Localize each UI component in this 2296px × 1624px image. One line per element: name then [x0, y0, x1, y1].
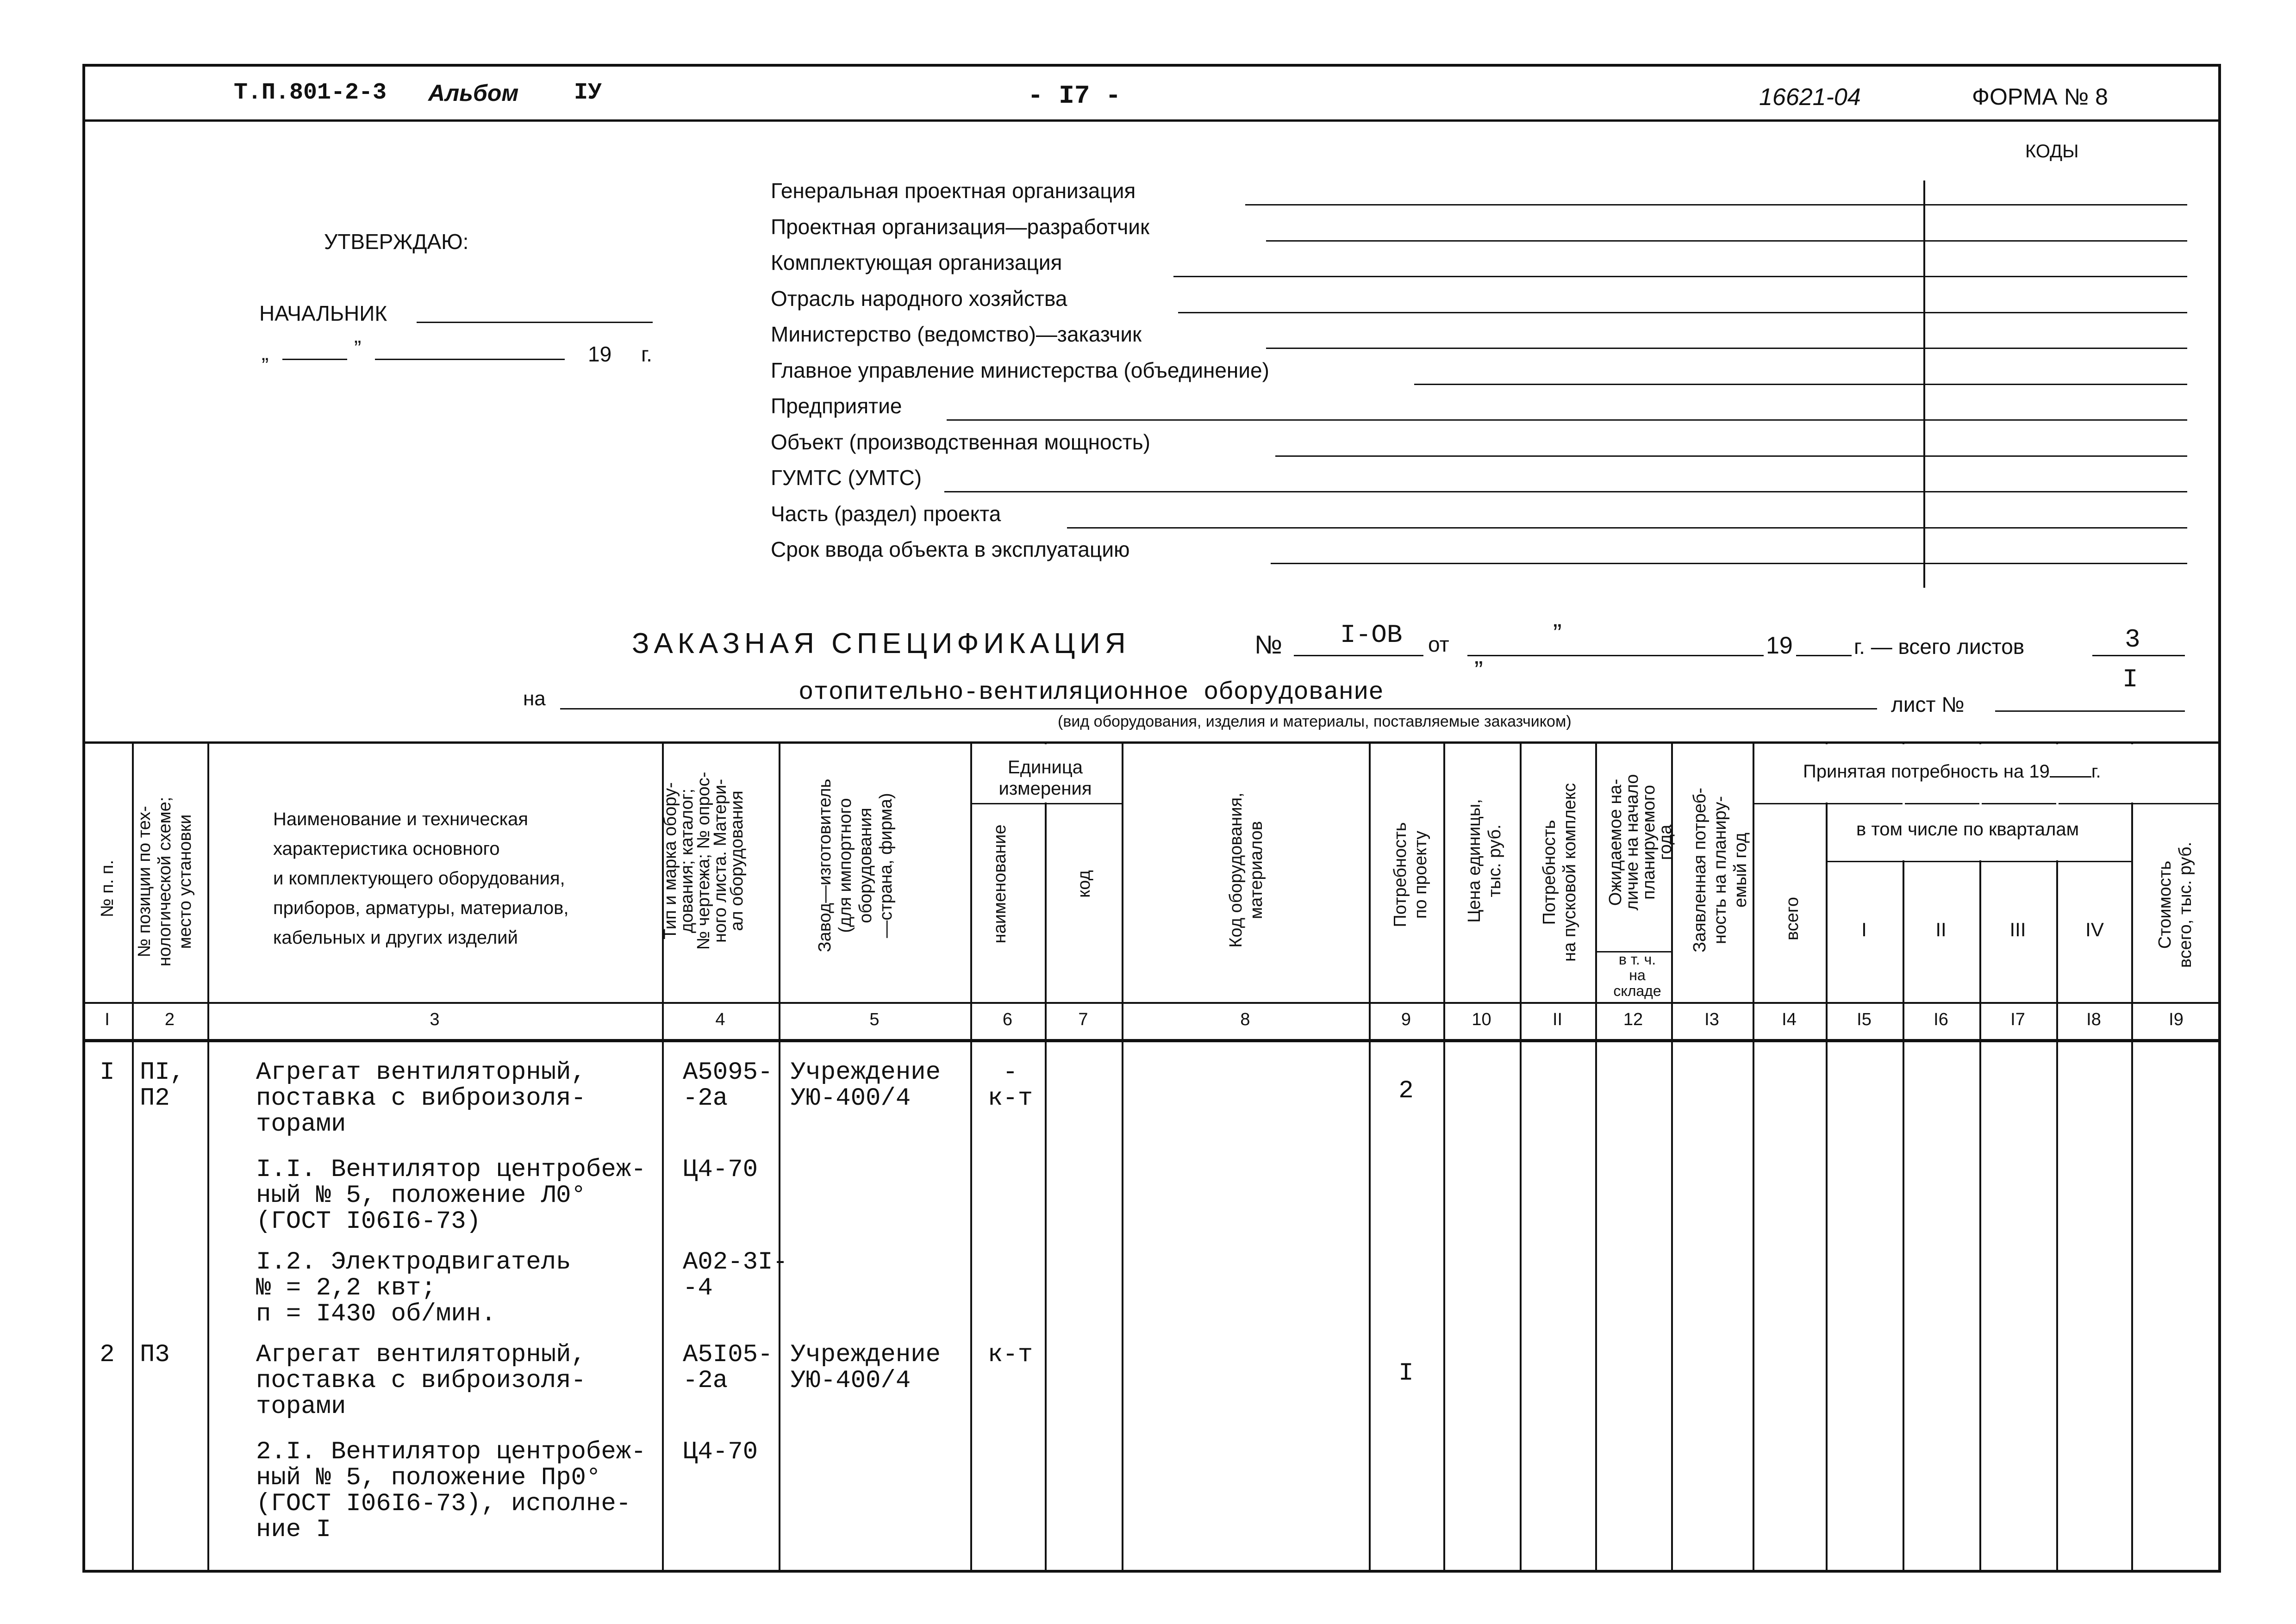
- org-field-label: ГУМТС (УМТС): [771, 466, 922, 490]
- col-9-header: Потребность по проекту: [1391, 822, 1430, 927]
- column-number: I6: [1934, 1010, 1948, 1029]
- col-8-header: Код оборудования, материалов: [1226, 792, 1266, 948]
- row-name: I.2. Электродвигатель № = 2,2 квт; п = I430 об/мин.: [256, 1248, 571, 1328]
- row-type: А5I05- -2а: [683, 1341, 773, 1395]
- spec-number-label: №: [1254, 630, 1283, 659]
- approval-year-suffix: г.: [641, 342, 652, 366]
- col-14-header: всего: [1783, 896, 1802, 941]
- col-2-header: № позиции по тех- нологической схеме; место установки: [135, 796, 195, 967]
- column-number: 4: [715, 1010, 725, 1029]
- org-field-line: [944, 491, 2187, 492]
- column-number: 9: [1401, 1010, 1411, 1029]
- column-number: I9: [2169, 1010, 2184, 1029]
- column-divider: [1122, 742, 1123, 1570]
- page-number: - I7 -: [1028, 81, 1121, 111]
- sheets-total: 3: [2125, 625, 2140, 654]
- column-divider: [132, 742, 134, 1570]
- row-name: Агрегат вентиляторный, поставка с виброизоля- торами: [256, 1058, 586, 1139]
- equipment-caption: (вид оборудования, изделия и материалы, поставляемые заказчиком): [1058, 713, 1572, 730]
- org-field-line: [1414, 384, 2187, 385]
- col-7-header: код: [1074, 870, 1094, 898]
- col-3-header-line: кабельных и других изделий: [273, 927, 518, 948]
- column-divider: [2131, 742, 2133, 1570]
- spec-on-label: на: [523, 687, 546, 710]
- quarter-header: IV: [2085, 919, 2104, 940]
- chief-label: НАЧАЛЬНИК: [259, 301, 387, 325]
- row-quantity: I: [1398, 1359, 1414, 1388]
- column-number: 10: [1472, 1010, 1491, 1029]
- row-number: I: [100, 1058, 115, 1087]
- inventory-number: 16621-04: [1759, 84, 1861, 111]
- col-3-header-line: приборов, арматуры, материалов,: [273, 898, 569, 918]
- column-divider: [1520, 742, 1522, 1570]
- column-divider: [1369, 742, 1371, 1570]
- column-number: I3: [1704, 1010, 1719, 1029]
- org-field-label: Проектная организация—разработчик: [771, 214, 1150, 239]
- spec-number: I-ОВ: [1340, 620, 1403, 650]
- col-6-header: наименование: [990, 824, 1010, 944]
- column-number: 3: [430, 1010, 440, 1029]
- col-3-header-line: Наименование и техническая: [273, 809, 528, 829]
- header-bottom-line: [82, 1002, 2221, 1004]
- row-maker: Учреждение УЮ-400/4: [791, 1341, 941, 1395]
- date-quote-close: ”: [354, 336, 362, 360]
- column-number: I4: [1782, 1010, 1797, 1029]
- column-divider: [1595, 742, 1597, 1570]
- spec-quote-close: ”: [1474, 655, 1483, 684]
- quarter-header: II: [1935, 919, 1947, 940]
- org-field-line: [1173, 276, 2187, 277]
- quarter-header: I: [1861, 919, 1867, 940]
- column-number: 6: [1002, 1010, 1013, 1029]
- approval-year: 19: [588, 342, 612, 366]
- row-type: А5095- -2а: [683, 1058, 773, 1113]
- numbers-bottom-line: [82, 1039, 2221, 1042]
- spec-from-label: от: [1428, 632, 1449, 656]
- column-number: I7: [2010, 1010, 2025, 1029]
- accepted-header: [1803, 761, 2101, 782]
- col-3-header-line: характеристика основного: [273, 839, 500, 859]
- col-5-header: Завод—изготовитель (для импортного оборудования —страна, фирма): [815, 778, 896, 952]
- org-field-line: [1178, 312, 2187, 313]
- org-field-line: [1271, 563, 2187, 564]
- col-13-header: Заявленная потреб- ность на планиру- емый год: [1690, 787, 1750, 953]
- unit-group-header: Единица измерения: [998, 757, 1092, 799]
- approve-label: УТВЕРЖДАЮ:: [324, 230, 469, 254]
- divider-mask: [2131, 744, 2134, 803]
- row-unit: - к-т: [987, 1058, 1033, 1113]
- row-name: Агрегат вентиляторный, поставка с виброизоля- торами: [256, 1341, 586, 1421]
- column-divider: [1443, 742, 1445, 1570]
- org-field-line: [1266, 240, 2187, 242]
- org-field-line: [1266, 348, 2187, 349]
- accepted-label: Принятая потребность на 19: [1803, 761, 2050, 782]
- column-number: II: [1552, 1010, 1563, 1029]
- spec-quote-open: ”: [1553, 618, 1562, 647]
- project-code: Т.П.801-2-3: [234, 80, 387, 106]
- spec-number-line: [1294, 655, 1423, 656]
- column-divider: [779, 742, 780, 1570]
- col-3-header: [273, 804, 667, 952]
- column-number: 12: [1623, 1010, 1643, 1029]
- column-number: 2: [164, 1010, 175, 1029]
- spec-year-label: 19: [1766, 632, 1793, 659]
- row-position: П3: [140, 1341, 170, 1369]
- row-type: Ц4-70: [683, 1156, 758, 1184]
- col-3-header-line: и комплектующего оборудования,: [273, 868, 565, 889]
- equipment-line: [560, 708, 1877, 709]
- org-field-line: [1245, 204, 2187, 205]
- row-type: А02-3I- -4: [683, 1248, 788, 1302]
- column-divider: [1753, 742, 1754, 1570]
- org-field-label: Срок ввода объекта в эксплуатацию: [771, 537, 1130, 561]
- accepted-suffix: г.: [2091, 761, 2101, 782]
- col-12-sub-header: в т. ч. на складе: [1613, 951, 1661, 999]
- quarters-header: в том числе по кварталам: [1856, 819, 2079, 840]
- org-field-label: Объект (производственная мощность): [771, 429, 1150, 454]
- org-field-label: Комплектующая организация: [771, 250, 1062, 274]
- column-number: 7: [1078, 1010, 1088, 1029]
- spec-year-suffix: г. — всего листов: [1854, 635, 2025, 659]
- sheets-total-line: [2092, 655, 2185, 656]
- row-unit: к-т: [987, 1341, 1033, 1369]
- row-name: 2.I. Вентилятор центробеж- ный № 5, положение Пр0° (ГОСТ I06I6-73), исполне- ние I: [256, 1438, 646, 1544]
- org-field-line: [1067, 527, 2187, 529]
- column-divider: [207, 742, 209, 1570]
- column-number: I: [105, 1010, 110, 1029]
- sheet-no: I: [2122, 665, 2138, 694]
- album-number: IУ: [574, 80, 602, 106]
- chief-line: [417, 322, 653, 323]
- column-divider: [970, 742, 972, 1570]
- column-number: 5: [869, 1010, 880, 1029]
- org-field-label: Главное управление министерства (объединение): [771, 358, 1269, 382]
- spec-date-line: [1467, 655, 1764, 656]
- column-divider: [1979, 742, 1981, 1570]
- col-12-header: Ожидаемое на- личие на начало планируемого года: [1606, 774, 1675, 911]
- org-field-line: [947, 419, 2187, 421]
- column-divider: [1045, 742, 1047, 1570]
- row-quantity: 2: [1398, 1077, 1414, 1105]
- spec-year-line: [1796, 655, 1852, 656]
- spec-title: ЗАКАЗНАЯ СПЕЦИФИКАЦИЯ: [632, 628, 1130, 660]
- codes-label: КОДЫ: [2025, 141, 2079, 162]
- col-11-header: Потребность на пусковой комплекс: [1540, 783, 1579, 962]
- row-name: I.I. Вентилятор центробеж- ный № 5, положение Л0° (ГОСТ I06I6-73): [256, 1156, 646, 1236]
- accepted-group-line: [1753, 803, 2221, 804]
- row-type: Ц4-70: [683, 1438, 758, 1466]
- column-divider: [1826, 742, 1828, 1570]
- col-10-header: Цена единицы, тыс. руб.: [1465, 799, 1504, 923]
- header-divider: [82, 119, 2221, 122]
- quarters-group-line: [1826, 861, 2131, 862]
- column-number: I5: [1857, 1010, 1872, 1029]
- row-maker: Учреждение УЮ-400/4: [791, 1058, 941, 1113]
- column-divider: [2056, 742, 2058, 1570]
- row-position: ПI, П2: [140, 1058, 185, 1113]
- form-number: ФОРМА № 8: [1972, 84, 2108, 110]
- col-1-header: № п. п.: [98, 859, 117, 918]
- sheet-no-line: [1995, 710, 2185, 712]
- column-number: 8: [1240, 1010, 1250, 1029]
- column-number: I8: [2086, 1010, 2101, 1029]
- quarter-header: III: [2009, 919, 2026, 940]
- org-field-label: Отрасль народного хозяйства: [771, 286, 1067, 311]
- org-field-label: Часть (раздел) проекта: [771, 501, 1001, 526]
- org-field-label: Министерство (ведомство)—заказчик: [771, 322, 1142, 346]
- table-top-border: [82, 741, 2221, 744]
- date-quote-open: „: [262, 341, 269, 365]
- org-field-label: Генеральная проектная организация: [771, 179, 1136, 203]
- column-divider: [1903, 742, 1904, 1570]
- unit-group-line: [970, 803, 1122, 804]
- col-19-header: Стоимость всего, тыс. руб.: [2155, 841, 2195, 968]
- org-field-label: Предприятие: [771, 394, 902, 418]
- row-number: 2: [100, 1341, 115, 1369]
- col-4-header: Тип и марка обору- дования; каталог; № чертежа; № опрос- ного листа. Матери- ал оборудования: [661, 772, 747, 950]
- album-label: Альбом: [428, 80, 519, 106]
- sheet-label: лист №: [1891, 692, 1965, 716]
- date-month-line: [375, 359, 565, 360]
- org-field-line: [1275, 455, 2187, 457]
- equipment-type: отопительно-вентиляционное оборудование: [799, 678, 1384, 707]
- date-day-line: [282, 359, 347, 360]
